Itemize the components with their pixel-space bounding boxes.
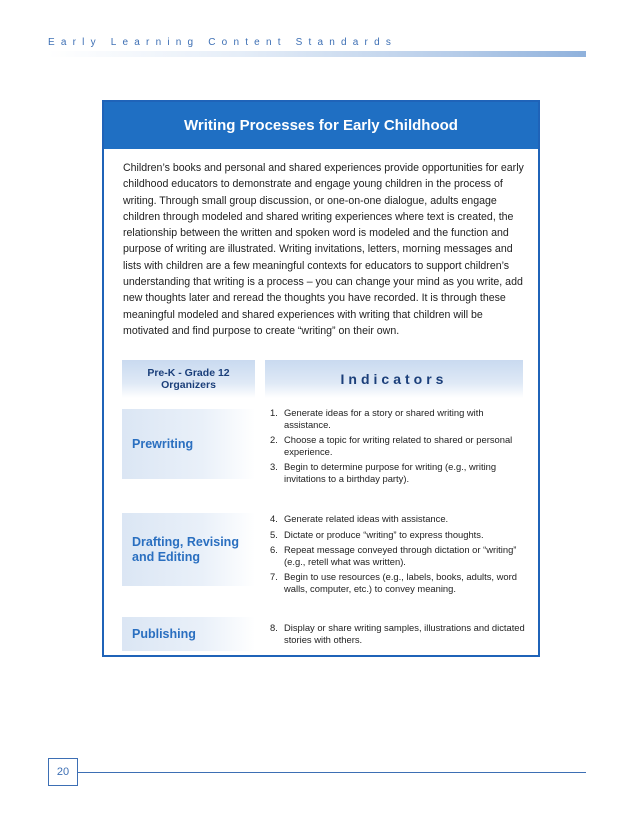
indicator-number: 1. [270,407,278,418]
indicator-number: 6. [270,544,278,555]
page-number: 20 [56,766,70,778]
indicator-number: 3. [270,461,278,472]
indicator-item [270,434,532,457]
indicator-item [270,529,532,541]
page-number-box [48,758,78,786]
indicator-item [270,571,532,594]
indicator-text: Generate ideas for a story or shared writing with assistance. [284,407,484,430]
organizer-drafting-revising-editing [122,513,255,586]
indicator-number: 4. [270,513,278,524]
indicator-number: 7. [270,571,278,582]
indicator-text: Choose a topic for writing related to shared or personal experience. [284,434,513,457]
indicator-item [270,513,532,525]
writing-processes-panel [102,100,540,657]
indicator-text: Dictate or produce “writing” to express thoughts. [284,528,484,540]
header-rule [48,51,586,57]
indicator-list-publishing [270,622,532,649]
indicator-number: 8. [270,622,278,633]
indicator-item [270,407,532,430]
indicator-number: 5. [270,528,278,540]
indicator-number: 2. [270,434,278,445]
running-head: Early Learning Content Standards [48,37,398,48]
indicator-text: Begin to use resources (e.g., labels, books, adults, word walls, computer, etc.) to convey meaning. [284,571,517,594]
organizer-prewriting [122,409,255,479]
indicator-item [270,622,532,645]
indicator-list-prewriting [270,407,532,488]
organizer-label: Prewriting [132,436,194,451]
organizer-publishing [122,617,255,651]
panel-header [104,102,538,149]
indicator-item [270,461,532,484]
indicator-text: Generate related ideas with assistance. [284,513,449,524]
organizers-header-label: Pre-K - Grade 12 Organizers [147,367,230,391]
indicator-list-drafting [270,513,532,598]
indicators-header [265,360,523,398]
panel-title: Writing Processes for Early Childhood [184,117,458,134]
indicator-text: Begin to determine purpose for writing (e.g., writing invitations to a birthday party). [284,461,497,484]
organizers-header [122,360,255,398]
footer-rule [78,772,586,773]
indicator-text: Repeat message conveyed through dictation or “writing” (e.g., retell what was written). [284,544,517,567]
organizer-label: Publishing [132,626,196,641]
indicator-text: Display or share writing samples, illustrations and dictated stories with others. [284,622,525,645]
indicators-header-label: Indicators [340,371,448,387]
indicator-item [270,544,532,567]
organizer-label: Drafting, Revising and Editing [132,534,239,564]
intro-paragraph: Children’s books and personal and shared experiences provide opportunities for early childhood educators to demonstrate and engage young children in the process of writing. Through small group discussion, or one-on-one dialogue, adults engage children through modeled and shared writing experiences where text is created, the relationship between the written and spoken word is modeled and the function and purpose of writing are illustrated. Writing invitations, letters, morning messages and lists with children are a few meaningful contexts for educators to support children’s understanding that writing is a process – you can change your mind as you write, add new thoughts later and reread the thoughts you have recorded. It is through these meaningful modeled and shared experiences with writing that children will be motivated and find purpose to create “writing” on their own. [123,162,524,337]
